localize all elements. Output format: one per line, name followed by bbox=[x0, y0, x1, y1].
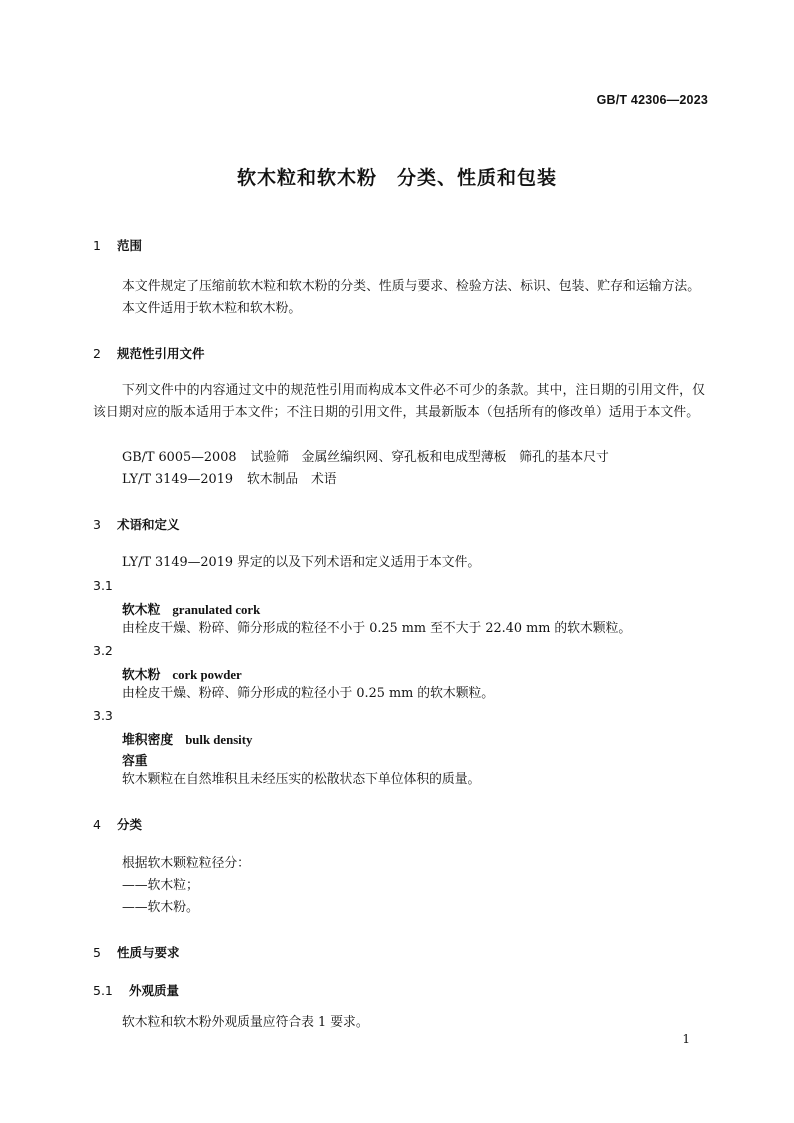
section-number: 5 bbox=[93, 945, 101, 960]
section-title: 性质与要求 bbox=[117, 945, 180, 960]
page-number: 1 bbox=[682, 1032, 690, 1046]
reference-code: GB/T 6005—2008 bbox=[122, 450, 237, 465]
reference-title: 试验筛 金属丝编织网、穿孔板和电成型薄板 筛孔的基本尺寸 bbox=[250, 450, 609, 465]
term-3-1 bbox=[122, 599, 260, 618]
section-number: 3 bbox=[93, 517, 101, 532]
term-en: cork powder bbox=[172, 668, 242, 682]
section-title: 分类 bbox=[117, 817, 143, 832]
term-3-3-alternative: 容重 bbox=[122, 754, 148, 769]
section-number: 1 bbox=[93, 238, 101, 253]
classification-item-1: ——软木粒； bbox=[122, 878, 199, 893]
appearance-paragraph: 软木粒和软木粉外观质量应符合表 1 要求。 bbox=[122, 1015, 369, 1030]
term-3-3 bbox=[122, 729, 252, 748]
reference-item-1 bbox=[122, 447, 609, 469]
term-3-3-definition: 软木颗粒在自然堆积且未经压实的松散状态下单位体积的质量。 bbox=[122, 772, 481, 787]
normative-references-intro: 下列文件中的内容通过文中的规范性引用而构成本文件必不可少的条款。其中，注日期的引用文件，仅该日期对应的版本适用于本文件；不注日期的引用文件，其最新版本（包括所有的修改单）适用于本文件。 bbox=[93, 383, 705, 420]
scope-paragraph-1: 本文件规定了压缩前软木粒和软木粉的分类、性质与要求、检验方法、标识、包装、贮存和运输方法。 bbox=[122, 279, 701, 294]
subsection-title: 外观质量 bbox=[129, 983, 180, 998]
section-number: 4 bbox=[93, 817, 101, 832]
section-title: 范围 bbox=[117, 238, 143, 253]
reference-title: 软木制品 术语 bbox=[246, 472, 337, 487]
scope-paragraph-2: 本文件适用于软木粒和软木粉。 bbox=[122, 301, 302, 316]
term-en: bulk density bbox=[185, 733, 253, 747]
term-3-1-definition: 由栓皮干燥、粉碎、筛分形成的粒径不小于 0.25 mm 至不大于 22.40 mm 的软木颗粒。 bbox=[122, 621, 632, 636]
section-title: 规范性引用文件 bbox=[117, 346, 205, 361]
term-3-2 bbox=[122, 664, 242, 683]
section-4-heading bbox=[93, 815, 142, 833]
term-zh: 堆积密度 bbox=[122, 733, 174, 748]
term-number-3-2: 3.2 bbox=[93, 643, 113, 658]
classification-item-2: ——软木粉。 bbox=[122, 900, 199, 915]
classification-intro: 根据软木颗粒粒径分： bbox=[122, 856, 250, 871]
term-en: granulated cork bbox=[172, 603, 261, 617]
term-3-2-definition: 由栓皮干燥、粉碎、筛分形成的粒径小于 0.25 mm 的软木颗粒。 bbox=[122, 686, 495, 701]
section-1-heading bbox=[93, 236, 142, 254]
subsection-number: 5.1 bbox=[93, 983, 113, 998]
term-number-3-3: 3.3 bbox=[93, 708, 113, 723]
reference-code: LY/T 3149—2019 bbox=[122, 472, 233, 487]
section-3-heading bbox=[93, 515, 180, 533]
section-number: 2 bbox=[93, 346, 101, 361]
standard-number: GB/T 42306—2023 bbox=[596, 93, 708, 107]
section-title: 术语和定义 bbox=[117, 517, 180, 532]
section-5-heading bbox=[93, 943, 180, 961]
term-zh: 软木粒 bbox=[122, 603, 161, 618]
document-title: 软木粒和软木粉 分类、性质和包装 bbox=[236, 167, 557, 189]
terms-intro: LY/T 3149—2019 界定的以及下列术语和定义适用于本文件。 bbox=[122, 555, 481, 570]
section-2-heading bbox=[93, 344, 205, 362]
term-number-3-1: 3.1 bbox=[93, 578, 113, 593]
subsection-5-1-heading bbox=[93, 981, 179, 999]
reference-item-2 bbox=[122, 469, 337, 491]
term-zh: 软木粉 bbox=[122, 668, 161, 683]
